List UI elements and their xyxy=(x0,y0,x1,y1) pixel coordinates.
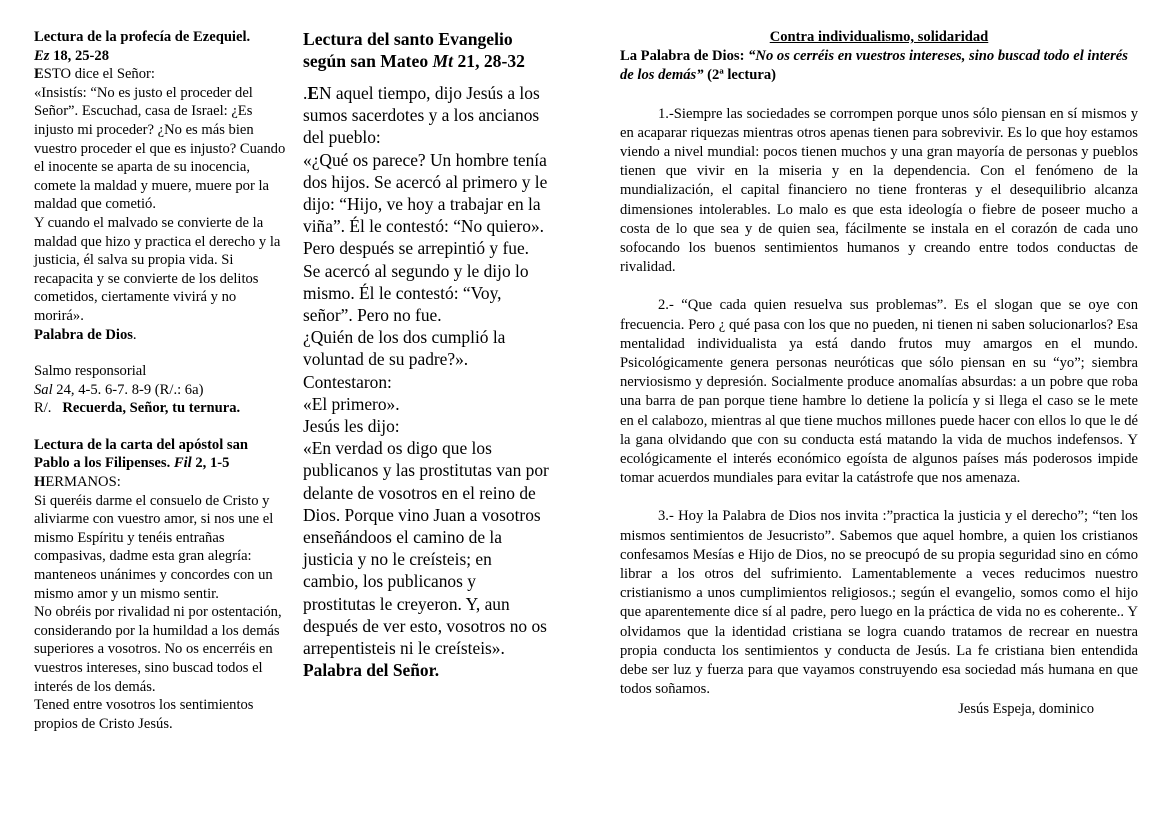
gospel-ref: 21, 28-32 xyxy=(453,51,525,71)
first-reading-text: «Insistís: “No es justo el proceder del Señor”. Escuchad, casa de Israel: ¿Es injusto mi proceder? ¿No es más bien vuestro proceder el que es injusto? Cuando el inocente se aparta de su inocencia, comete la maldad y muere, muere por la maldad que cometió. xyxy=(34,84,286,213)
first-reading-heading: Lectura de la profecía de Ezequiel. xyxy=(34,29,251,45)
second-reading-opening xyxy=(34,473,286,492)
gospel-line: Jesús les dijo: xyxy=(303,416,400,437)
psalm-ref-book: Sal xyxy=(34,381,53,398)
drop-letter: H xyxy=(34,474,46,491)
first-reading-text-2: Y cuando el malvado se convierte de la maldad que hizo y practica el derecho y la justicia, él salva su propia vida. Si recapacita y se convierte de los delitos cometidos, ciertamente vivirá y no morirá». xyxy=(34,214,281,324)
second-reading-text-3: Tened entre vosotros los sentimientos propios de Cristo Jesús. xyxy=(34,697,254,732)
column-readings xyxy=(34,28,286,733)
gospel-line: «En verdad os digo que los publicanos y las prostitutas van por delante de vosotros en el reino de Dios. Porque vino Juan a vosotros enseñándoos el camino de la justicia y no le creísteis; en cambio, los publicanos y prostitutas le creyeron. Y, aun después de ver esto, vosotros no os arrepentisteis ni le creísteis». xyxy=(303,438,549,659)
commentary-title: Contra individualismo, solidaridad xyxy=(769,29,989,45)
signature: Jesús Espeja, dominico xyxy=(958,700,1094,717)
psalm-title: Salmo responsorial xyxy=(34,363,147,380)
gospel-heading: Lectura del santo Evangelio según san Mateo xyxy=(303,29,513,71)
gospel-line: ¿Quién de los dos cumplió la voluntad de su padre?». xyxy=(303,327,506,370)
gospel-opening xyxy=(303,82,549,149)
second-reading-text-2: No obréis por rivalidad ni por ostentación, considerando por la humildad a los demás superiores a vosotros. No os encerréis en vuestros intereses, sino buscad todos el interés de los demás. xyxy=(34,604,282,695)
opening-text: ERMANOS: xyxy=(45,474,121,491)
first-reading-title xyxy=(34,28,286,65)
response-label: R/. xyxy=(34,400,52,417)
psalm-response xyxy=(34,399,286,418)
second-reading-text: Si queréis darme el consuelo de Cristo y aliviarme con vuestro amor, si nos une el mismo Espíritu y tenéis entrañas compasivas, dadme esta gran alegría: manteneos unánimes y concordes con un mismo amor y un mismo sentir. xyxy=(34,492,274,602)
paragraph-3: 3.- Hoy la Palabra de Dios nos invita :”practica la justicia y el derecho”; “ten los mismos sentimientos de Jesucristo”. Sabemos que aquel hombre, a quien los cristianos confesamos Mesías e Hijo de Dios, no se preocupó de su propia seguridad sino en cómo librar a los otros del sufrimiento. Lamentablemente a veces reducimos nuestro cristianismo a unos cumplimientos religiosos.; según el evangelio, somos como el hijo que aparentemente dice sí al padre, pero luego en la práctica de vida no es coherente.. Y olvidamos que la identidad cristiana se logra cuando tratamos de recrear en nuestra propia conducta los sentimientos y conducta de Jesús. La fe cristiana bien entendida debe ser luz y fuerza para que vayamos construyendo esa sociedad más humana en que todos soñamos. xyxy=(620,508,1138,698)
gospel-line: «El primero». xyxy=(303,393,400,414)
second-reading-title xyxy=(34,436,286,473)
gospel-line: Contestaron: xyxy=(303,371,392,392)
intro-quote: “No os cerréis en vuestros intereses, sino buscad todo el interés de los demás” xyxy=(620,48,1128,84)
gospel-line: «¿Qué os parece? Un hombre tenía dos hijos. Se acercó al primero y le dijo: “Hijo, ve hoy a trabajar en la viña”. Él le contestó: “No quiero». Pero después se arrepintió y fue. xyxy=(303,149,548,259)
second-reading-ref-book: Fil xyxy=(173,455,192,472)
opening-text: STO dice el Señor: xyxy=(43,66,155,83)
commentary-intro xyxy=(620,47,1138,85)
drop-letter: E xyxy=(307,83,319,103)
closing-label: Palabra de Dios xyxy=(34,326,133,343)
intro-ref: (2ª lectura) xyxy=(707,67,776,84)
first-reading-opening xyxy=(34,65,286,84)
response-text: Recuerda, Señor, tu ternura. xyxy=(62,400,241,417)
psalm-ref xyxy=(34,381,286,400)
first-reading-closing xyxy=(34,326,286,345)
first-reading-ref-book: Ez xyxy=(34,47,50,64)
gospel-ref-book: Mt xyxy=(432,51,454,71)
column-gospel xyxy=(303,28,549,681)
gospel-closing: Palabra del Señor. xyxy=(303,660,440,681)
paragraph-1: 1.-Siempre las sociedades se corrompen porque unos sólo piensan en sí mismos y en acaparar riquezas mientras otros apenas tienen para sobrevivir. Es lo que hoy estamos viendo a nivel mundial: pocos tienen muchos y una gran mayoría de personas y pueblos tienen que vivir en la miseria y en la dependencia. Con el fenómeno de la mundialización, el capital financiero no tiene fronteras y el desequilibrio alcanza dimensiones intolerables. Lo malo es que esta ideología o fiebre de poseer mucho a costa de lo que sea y de quien sea, fácilmente se instala en el corazón de cada uno sofocando los buenos sentimientos humanos y creando entre todos conductas de rivalidad. xyxy=(620,105,1138,276)
second-reading-heading: Lectura de la carta del apóstol san Pablo a los Filipenses. xyxy=(34,436,249,472)
column-commentary xyxy=(620,28,1138,719)
paragraph-2: 2.- “Que cada quien resuelva sus problemas”. Es el slogan que se oye con frecuencia. Pero ¿ qué pasa con los que no pueden, ni tienen ni saben solucionarlos? Esa mentalidad individualista ya está dando frutos muy amargos en el mundo. Psicológicamente genera personas neuróticas que sólo piensan en su “yo”; siembra nerviosismo y depresión. Socialmente produce anomalías absurdas: a un pobre que roba una barra de pan porque tiene hambre lo detiene la policía y si llega el caso se le mete en el calabozo, mientras al que tiene muchos millones puede hacer con ellos lo que le dé la gana olvidando que con su conducta está matando la vida de muchos indefensos. Y ecológicamente el interés económico egoísta de algunos países más poderosos impide tomar acuerdos mundiales para evitar la catástrofe que nos amenaza. xyxy=(620,297,1138,487)
intro-label: La Palabra de Dios: xyxy=(620,48,745,65)
closing-dot: . xyxy=(132,326,137,343)
first-reading-ref: 18, 25-28 xyxy=(49,47,110,64)
second-reading-ref: 2, 1-5 xyxy=(191,455,230,472)
drop-letter: E xyxy=(34,66,44,83)
lead-dot: . xyxy=(303,83,308,103)
psalm-ref-num: 24, 4-5. 6-7. 8-9 (R/.: 6a) xyxy=(52,381,204,398)
gospel-line: Se acercó al segundo y le dijo lo mismo. Él le contestó: “Voy, señor”. Pero no fue. xyxy=(303,260,529,326)
gospel-title xyxy=(303,28,549,72)
opening-text: N aquel tiempo, dijo Jesús a los sumos sacerdotes y a los ancianos del pueblo: xyxy=(303,83,540,148)
